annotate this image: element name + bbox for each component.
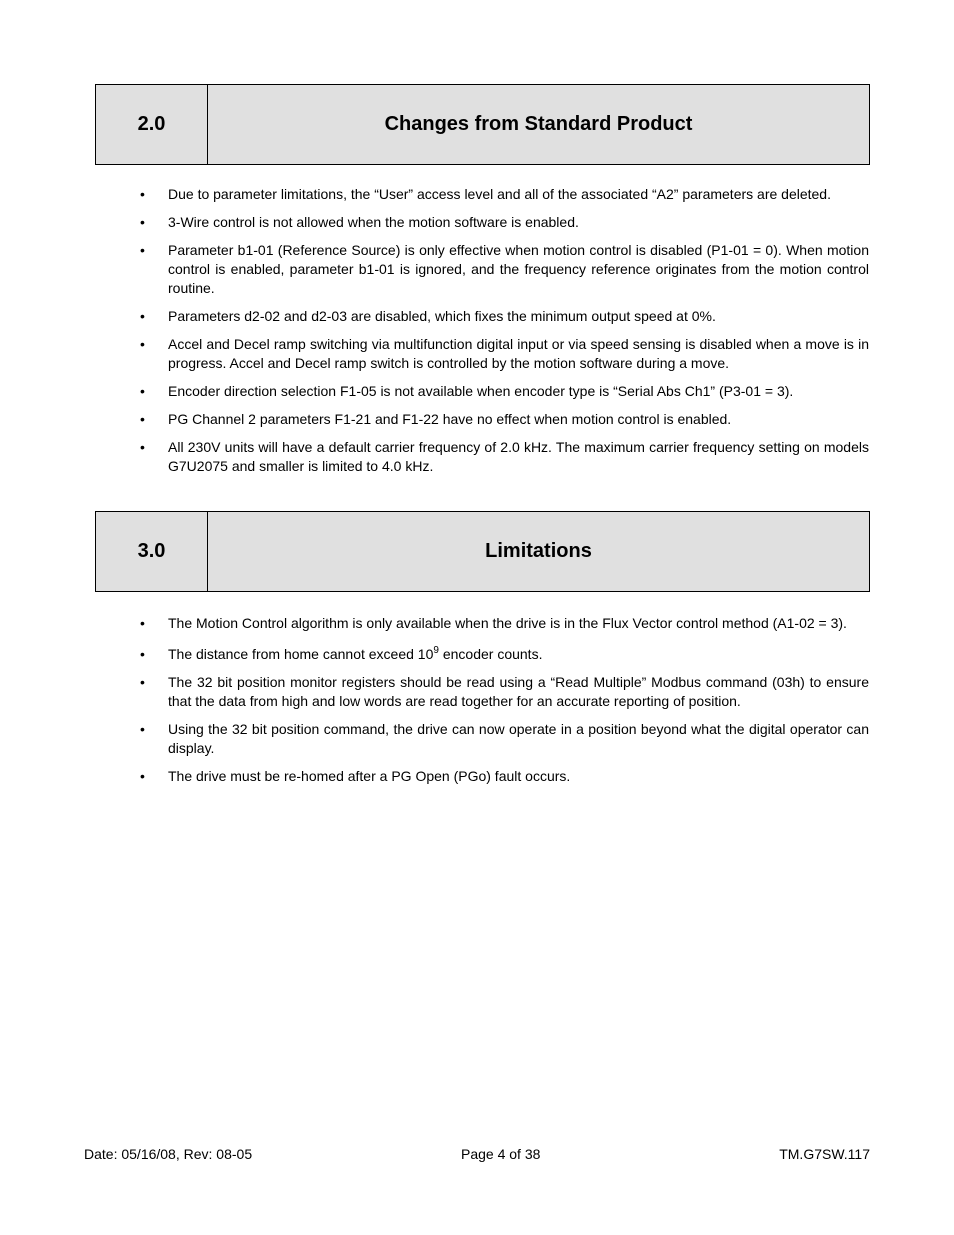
- list-item: [138, 382, 869, 401]
- list-item: [138, 614, 869, 633]
- list-item-text: The Motion Control algorithm is only available when the drive is in the Flux Vector control method (A1-02 = 3).: [168, 615, 847, 631]
- list-item-text: Parameter b1-01 (Reference Source) is only effective when motion control is disabled (P1-01 = 0). When motion control is enabled, parameter b1-01 is ignored, and the frequency reference originates from the motion control routine.: [168, 242, 869, 296]
- list-item-text: Due to parameter limitations, the “User” access level and all of the associated “A2” parameters are deleted.: [168, 186, 831, 202]
- bullet-icon: •: [140, 646, 145, 662]
- bullet-list-changes: [138, 185, 869, 485]
- section-title: Limitations: [485, 540, 592, 562]
- list-item: [138, 335, 869, 373]
- bullet-icon: •: [140, 383, 145, 399]
- bullet-icon: •: [140, 214, 145, 230]
- list-item-text: All 230V units will have a default carrier frequency of 2.0 kHz. The maximum carrier frequency setting on models G7U2075 and smaller is limited to 4.0 kHz.: [168, 439, 869, 474]
- bullet-icon: •: [140, 411, 145, 427]
- bullet-icon: •: [140, 336, 145, 352]
- list-item: [138, 307, 869, 326]
- bullet-icon: •: [140, 721, 145, 737]
- list-item: [138, 673, 869, 711]
- list-item: [138, 645, 869, 664]
- exponent-superscript: 9: [433, 645, 439, 656]
- list-item-text: Parameters d2-02 and d2-03 are disabled, which fixes the minimum output speed at 0%.: [168, 308, 716, 324]
- list-item-text: 3-Wire control is not allowed when the motion software is enabled.: [168, 214, 579, 230]
- bullet-icon: •: [140, 308, 145, 324]
- section-number: 3.0: [96, 512, 208, 591]
- list-item-text: Encoder direction selection F1-05 is not available when encoder type is “Serial Abs Ch1” (P3-01 = 3).: [168, 383, 794, 399]
- bullet-icon: •: [140, 768, 145, 784]
- section-header-2: [95, 84, 870, 165]
- footer-date-revision: Date: 05/16/08, Rev: 08-05: [84, 1146, 253, 1162]
- bullet-icon: •: [140, 615, 145, 631]
- bullet-icon: •: [140, 439, 145, 455]
- footer-page-number: Page 4 of 38: [461, 1146, 541, 1162]
- bullet-list-limitations: [138, 614, 869, 795]
- list-item-text: PG Channel 2 parameters F1-21 and F1-22 have no effect when motion control is enabled.: [168, 411, 732, 427]
- list-item: [138, 185, 869, 204]
- list-item: [138, 438, 869, 476]
- section-header-3: [95, 511, 870, 592]
- section-number: 2.0: [96, 85, 208, 164]
- page-footer: [84, 1146, 870, 1166]
- list-item-text: The 32 bit position monitor registers should be read using a “Read Multiple” Modbus command (03h) to ensure that the data from high and low words are read together for an accurate reporting of position.: [168, 674, 869, 709]
- list-item: [138, 767, 869, 786]
- list-item-text: Accel and Decel ramp switching via multifunction digital input or via speed sensing is disabled when a move is in progress. Accel and Decel ramp switch is controlled by the motion software during a move.: [168, 336, 869, 371]
- list-item-text-after: encoder counts.: [438, 646, 543, 662]
- list-item: [138, 410, 869, 429]
- list-item: [138, 720, 869, 758]
- bullet-icon: •: [140, 186, 145, 202]
- list-item: [138, 213, 869, 232]
- list-item: [138, 241, 869, 298]
- section-title: Changes from Standard Product: [384, 113, 693, 135]
- list-item-text: Using the 32 bit position command, the drive can now operate in a position beyond what the digital operator can display.: [168, 721, 869, 756]
- footer-document-id: TM.G7SW.117: [779, 1146, 870, 1162]
- list-item-text-before: The distance from home cannot exceed 10: [168, 646, 434, 662]
- list-item-text: The drive must be re-homed after a PG Open (PGo) fault occurs.: [168, 768, 571, 784]
- bullet-icon: •: [140, 242, 145, 258]
- bullet-icon: •: [140, 674, 145, 690]
